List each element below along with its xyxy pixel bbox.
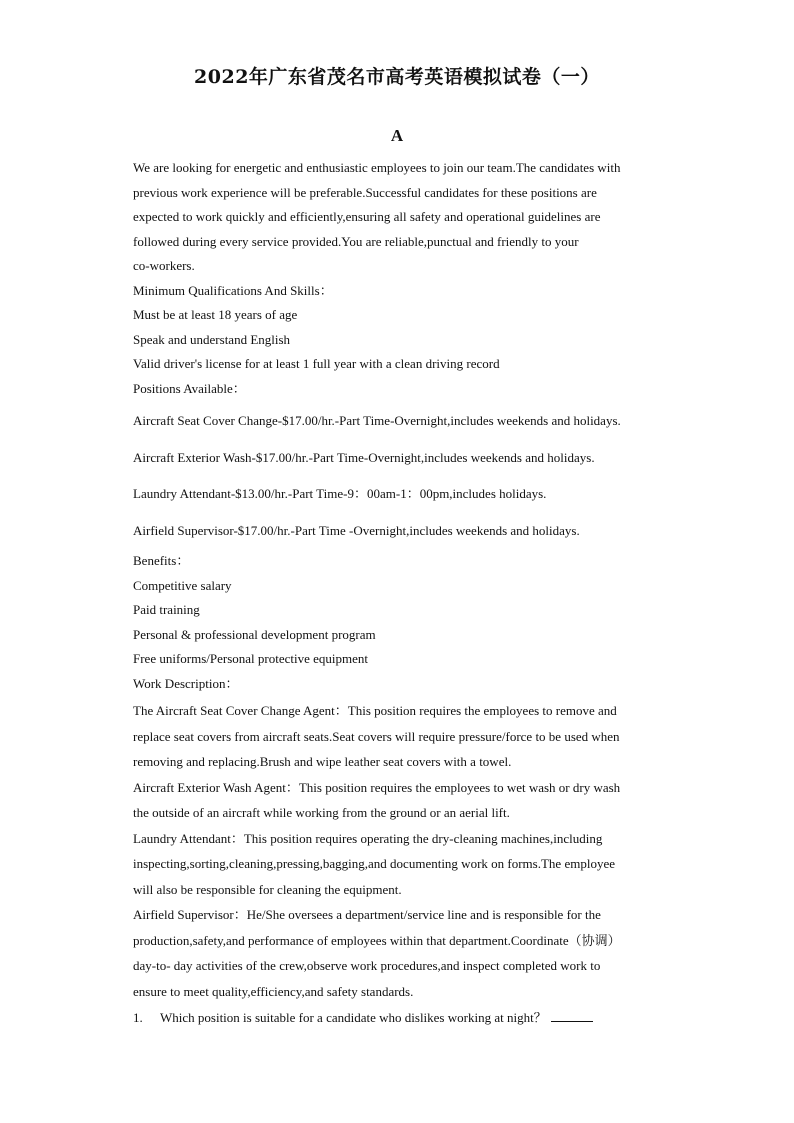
benefit-item: Competitive salary	[133, 577, 232, 593]
work-line: production,safety,and performance of employees within that department.Coordinate（协调）	[133, 932, 621, 948]
benefit-item: Free uniforms/Personal protective equipment	[133, 651, 369, 666]
page-title: 2022年广东省茂名市高考英语模拟试卷（一）	[194, 66, 600, 88]
work-item-exterior-wash	[133, 775, 663, 826]
work-line: Airfield Supervisor：He/She oversees a department/service line and is responsible for the	[133, 907, 601, 922]
benefits-heading: Benefits：	[133, 553, 190, 568]
work-item-seat-cover	[133, 698, 663, 775]
intro-paragraph	[133, 156, 663, 279]
intro-line: We are looking for energetic and enthusiastic employees to join our team.The candidates with	[133, 160, 621, 175]
intro-line: co-workers.	[133, 258, 195, 273]
position-item: Airfield Supervisor-$17.00/hr.-Part Time -Overnight,includes weekends and holidays.	[133, 522, 580, 538]
benefit-item: Personal & professional development program	[133, 626, 376, 642]
qualification-item: Must be at least 18 years of age	[133, 307, 298, 322]
work-line: The Aircraft Seat Cover Change Agent：This position requires the employees to remove and	[133, 703, 617, 718]
work-description-section	[133, 672, 663, 1005]
intro-line: previous work experience will be preferable.Successful candidates for these positions are	[133, 184, 597, 200]
qualifications-heading: Minimum Qualifications And Skills：	[133, 282, 333, 298]
intro-line: expected to work quickly and efficiently,ensuring all safety and operational guidelines are	[133, 209, 601, 224]
passage-content	[133, 156, 663, 1031]
intro-line: followed during every service provided.You are reliable,punctual and friendly to your	[133, 233, 579, 249]
question-text: Which position is suitable for a candidate who dislikes working at night？	[160, 1010, 547, 1025]
benefit-item: Paid training	[133, 602, 200, 617]
answer-blank[interactable]	[551, 1009, 593, 1022]
work-description-heading: Work Description：	[133, 675, 239, 691]
positions-heading: Positions Available：	[133, 380, 246, 396]
position-item: Aircraft Exterior Wash-$17.00/hr.-Part Time-Overnight,includes weekends and holidays.	[133, 449, 595, 465]
work-line: inspecting,sorting,cleaning,pressing,bagging,and documenting work on forms.The employee	[133, 856, 615, 871]
benefits-section	[133, 549, 663, 672]
position-item: Laundry Attendant-$13.00/hr.-Part Time-9：00am-1：00pm,includes holidays.	[133, 486, 547, 501]
positions-section	[133, 377, 663, 544]
work-line: will also be responsible for cleaning the equipment.	[133, 881, 402, 897]
work-line: removing and replacing.Brush and wipe leather seat covers with a towel.	[133, 754, 512, 769]
question-number: 1.	[133, 1010, 143, 1025]
qualification-item: Speak and understand English	[133, 331, 291, 347]
work-line: replace seat covers from aircraft seats.Seat covers will require pressure/force to be used when	[133, 728, 620, 744]
work-line: day-to- day activities of the crew,observe work procedures,and inspect completed work to	[133, 958, 601, 973]
question-1	[133, 1006, 663, 1031]
section-heading: A	[390, 126, 404, 145]
qualifications-section	[133, 279, 663, 377]
work-item-laundry	[133, 826, 663, 903]
work-line: Laundry Attendant：This position requires operating the dry-cleaning machines,including	[133, 830, 603, 846]
work-item-airfield-supervisor	[133, 902, 663, 1004]
qualification-item: Valid driver's license for at least 1 full year with a clean driving record	[133, 356, 500, 371]
position-item: Aircraft Seat Cover Change-$17.00/hr.-Part Time-Overnight,includes weekends and holidays.	[133, 413, 621, 428]
work-line: Aircraft Exterior Wash Agent：This position requires the employees to wet wash or dry wash	[133, 779, 621, 795]
work-line: ensure to meet quality,efficiency,and safety standards.	[133, 983, 414, 999]
work-line: the outside of an aircraft while working from the ground or an aerial lift.	[133, 805, 510, 820]
